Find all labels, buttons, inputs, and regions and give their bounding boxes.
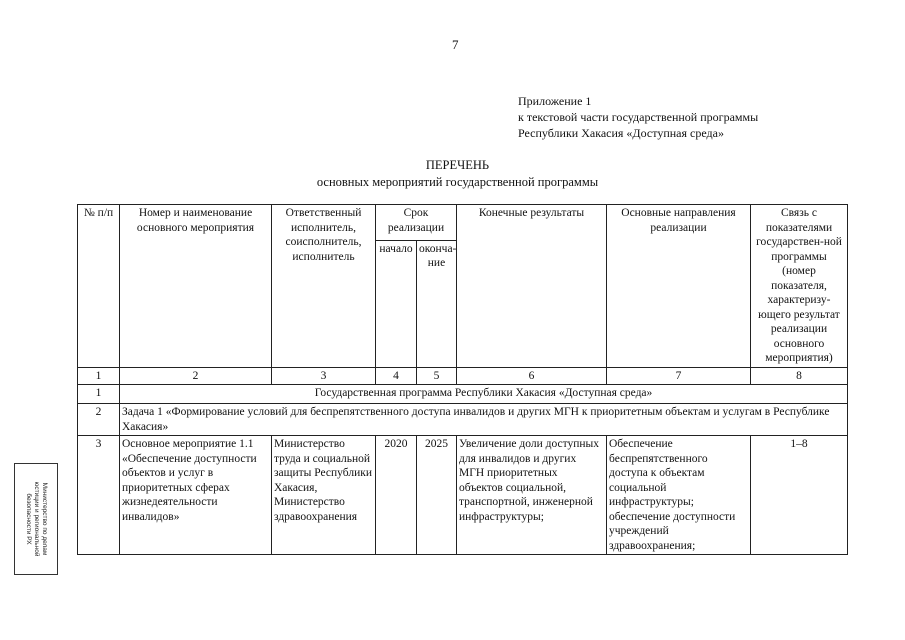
appendix-line: Приложение 1 <box>518 94 592 108</box>
table-row <box>78 436 848 555</box>
title-line: ПЕРЕЧЕНЬ <box>425 158 490 172</box>
column-number: 2 <box>120 367 272 385</box>
column-number: 3 <box>272 367 376 385</box>
document-title <box>0 157 905 191</box>
stamp-line: Министерство по делам <box>41 482 48 556</box>
header-link: Связь с показателями государствен-ной программы (номер показателя, характеризу-ющего результат реализации основного мероприятия) <box>751 205 848 368</box>
appendix-note <box>518 93 758 141</box>
measures-table <box>77 204 848 555</box>
table-row <box>78 404 848 436</box>
header-executor: Ответственный исполнитель, соисполнитель, исполнитель <box>272 205 376 368</box>
column-number: 1 <box>78 367 120 385</box>
results-cell: Увеличение доли доступных для инвалидов и других МГН приоритетных объектов социальной, транспортной, инженерной инфраструктуры; <box>457 436 607 555</box>
column-number: 4 <box>376 367 417 385</box>
task-cell: Задача 1 «Формирование условий для беспрепятственного доступа инвалидов и других МГН к приоритетным объектам и услугам в Республике Хакасия» <box>120 404 848 436</box>
end-year-cell: 2025 <box>417 436 457 555</box>
header-end: оконча-ние <box>417 240 457 367</box>
header-start: начало <box>376 240 417 367</box>
directions-cell: Обеспечение беспрепятственного доступа к объектам социальной инфраструктуры; обеспечение доступности учреждений здравоохранения; <box>607 436 751 555</box>
table-row <box>78 385 848 404</box>
executor-cell: Министерство труда и социальной защиты Республики Хакасия, Министерство здравоохранения <box>272 436 376 555</box>
stamp-line: безопасности РХ <box>25 493 32 545</box>
column-number: 5 <box>417 367 457 385</box>
registration-stamp <box>14 463 58 575</box>
appendix-line: к текстовой части государственной программы <box>518 110 759 124</box>
row-number: 2 <box>78 404 120 436</box>
page-number: 7 <box>452 37 459 52</box>
column-number: 7 <box>607 367 751 385</box>
row-number: 1 <box>78 385 120 404</box>
header-row <box>78 205 848 241</box>
header-num: № п/п <box>78 205 120 368</box>
appendix-line: Республики Хакасия «Доступная среда» <box>518 126 724 140</box>
column-number: 6 <box>457 367 607 385</box>
header-name: Номер и наименование основного мероприятия <box>120 205 272 368</box>
indicator-link-cell: 1–8 <box>751 436 848 555</box>
column-number-row <box>78 367 848 385</box>
stamp-line: юстиции и региональной <box>33 481 40 557</box>
header-results: Конечные результаты <box>457 205 607 368</box>
measure-name-cell: Основное мероприятие 1.1 «Обеспечение доступности объектов и услуг в приоритетных сферах жизнедеятельности инвалидов» <box>120 436 272 555</box>
program-title-cell: Государственная программа Республики Хакасия «Доступная среда» <box>120 385 848 404</box>
header-term: Срок реализации <box>376 205 457 241</box>
title-subline: основных мероприятий государственной программы <box>316 175 599 189</box>
header-directions: Основные направления реализации <box>607 205 751 368</box>
row-number: 3 <box>78 436 120 555</box>
column-number: 8 <box>751 367 848 385</box>
start-year-cell: 2020 <box>376 436 417 555</box>
